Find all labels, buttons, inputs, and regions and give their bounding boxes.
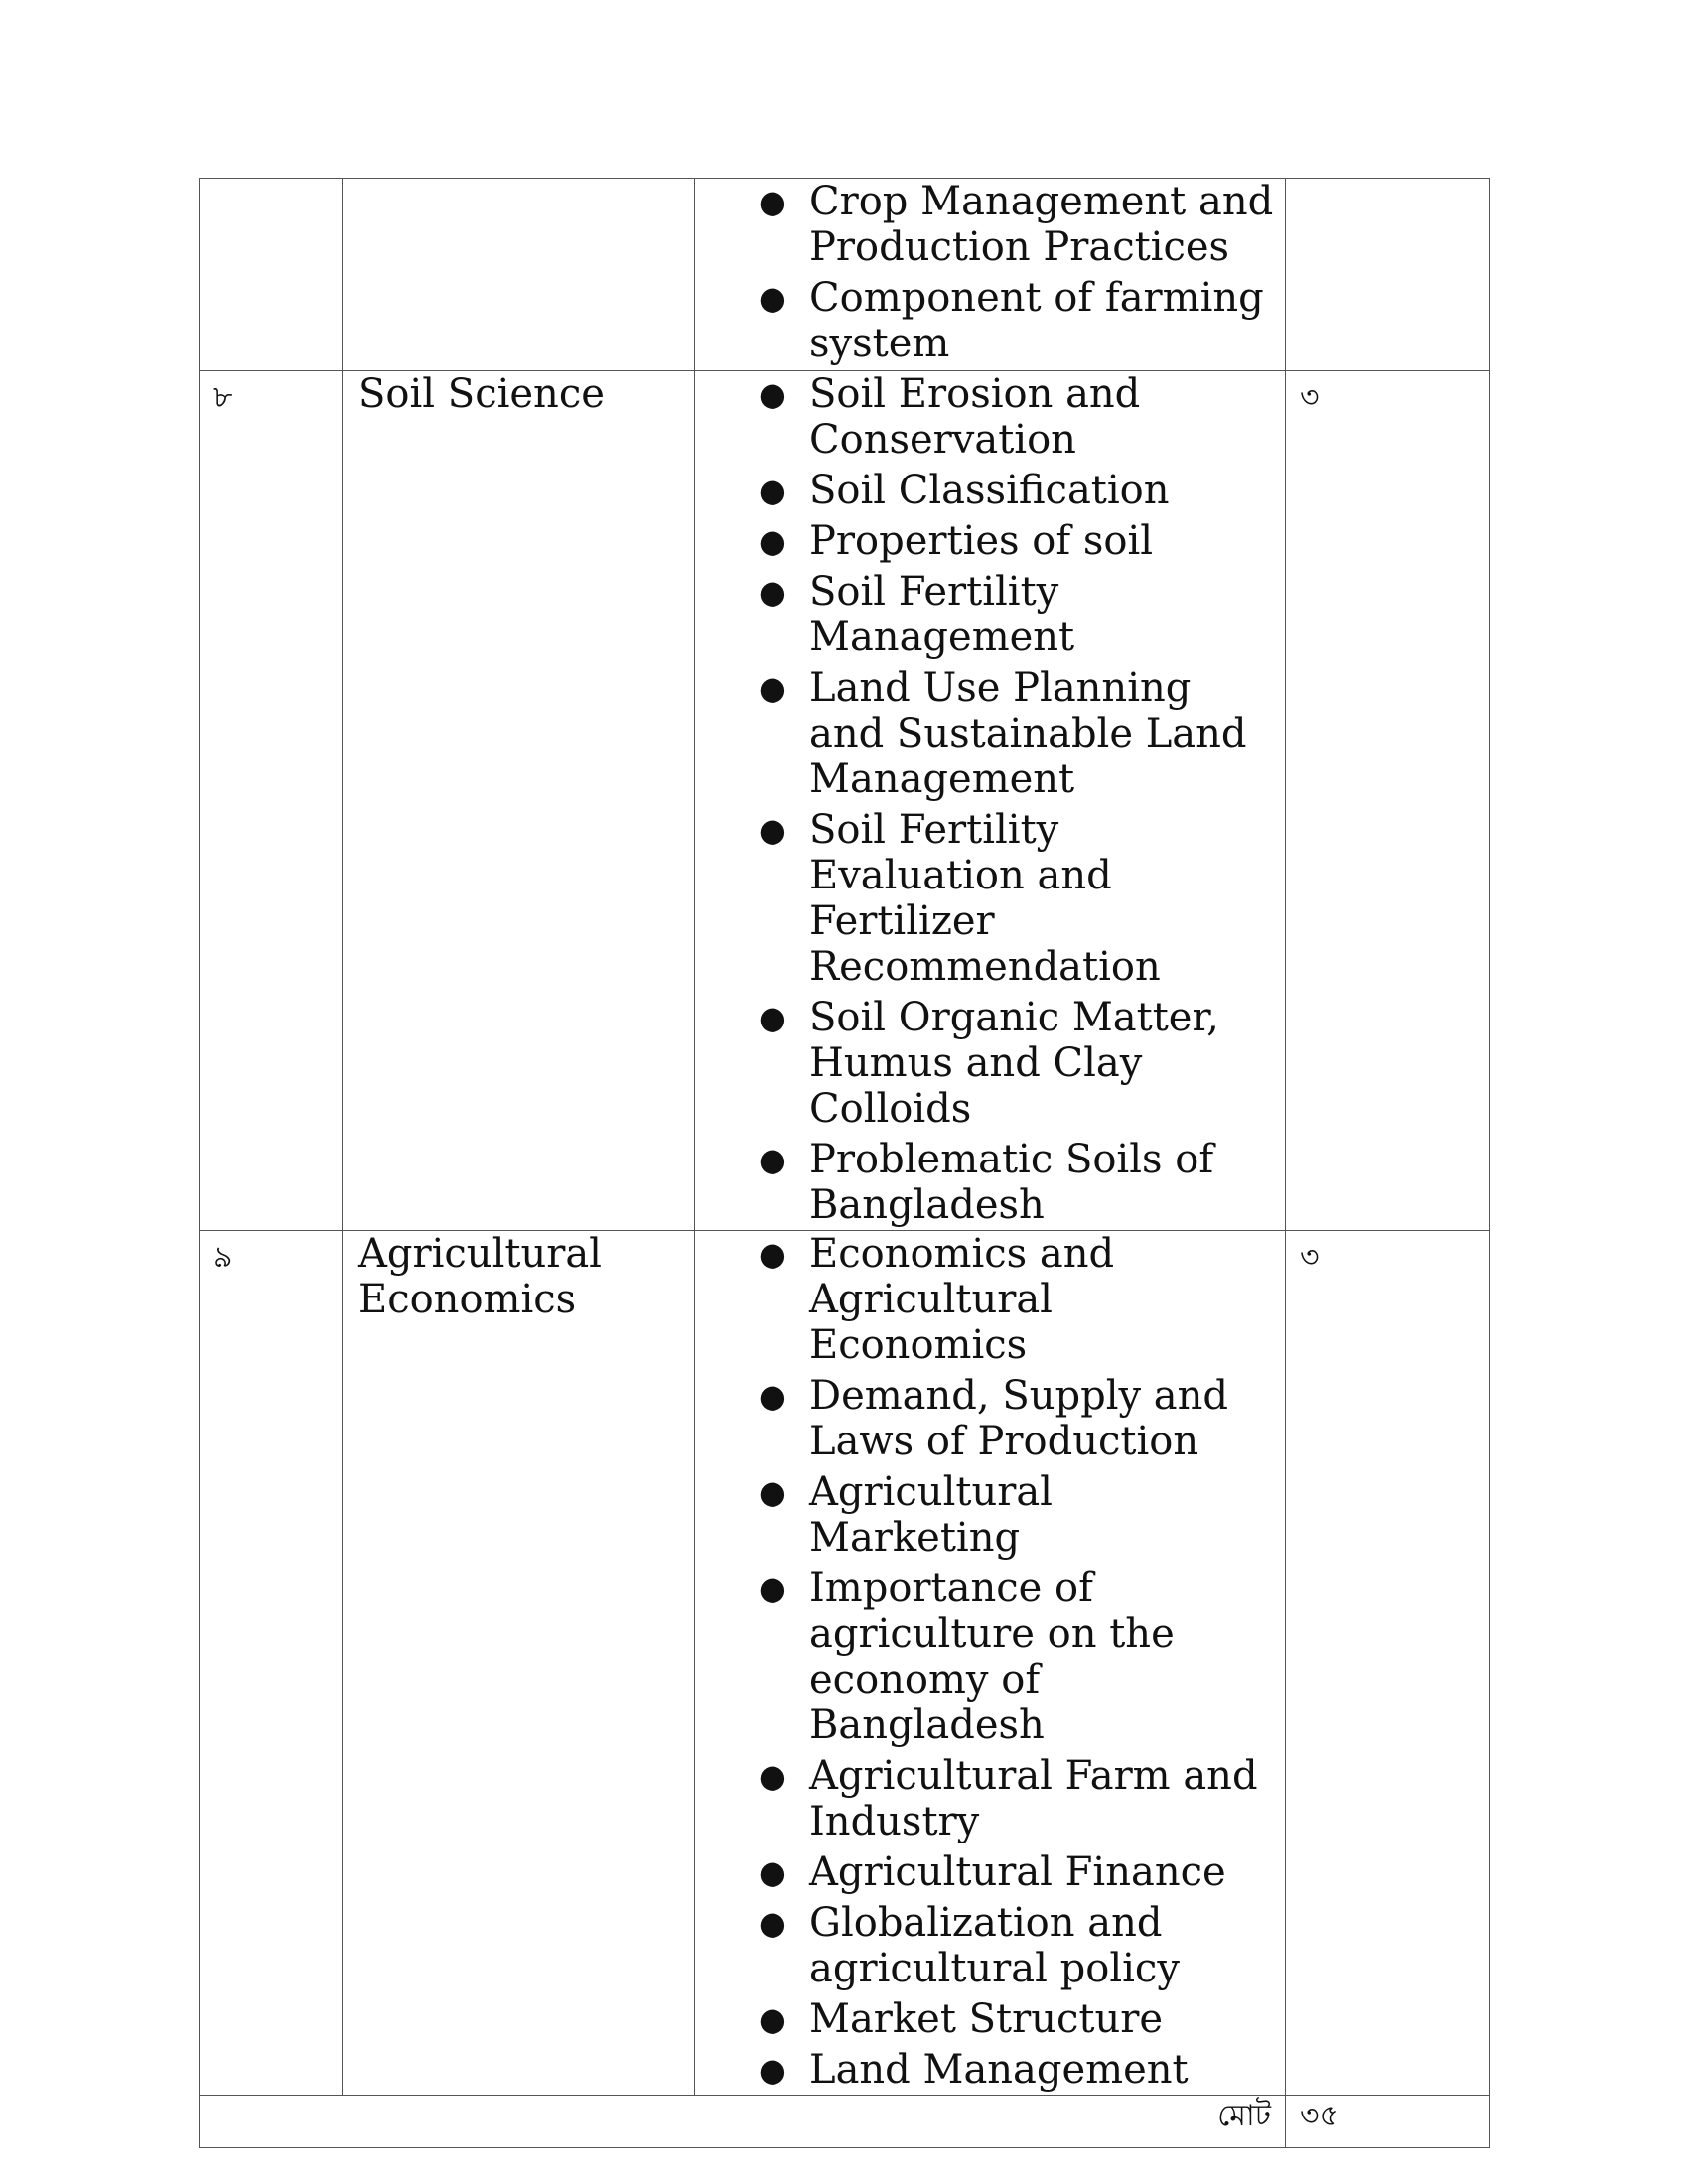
total-row: [200, 2096, 1490, 2148]
topics-cell: [695, 1231, 1286, 2096]
topic-text: Importance of agriculture on the economy of Bangladesh: [809, 1566, 1175, 1748]
list-item: [695, 665, 1285, 802]
topic-text: Component of farming system: [809, 275, 1264, 366]
list-item: [695, 468, 1285, 513]
topic-text: Properties of soil: [809, 518, 1154, 564]
bullet-icon: ●: [759, 1141, 786, 1178]
bullet-icon: ●: [759, 279, 786, 317]
bullet-icon: ●: [759, 1235, 786, 1273]
bullet-icon: ●: [759, 2051, 786, 2089]
bullet-icon: ●: [759, 1473, 786, 1511]
bullet-icon: ●: [759, 573, 786, 611]
list-item: [695, 1137, 1285, 1228]
bullet-icon: ●: [759, 1570, 786, 1607]
topic-text: Soil Fertility Evaluation and Fertilizer Recommendation: [809, 807, 1161, 990]
list-item: [695, 995, 1285, 1132]
total-label: মোট: [1217, 2099, 1271, 2133]
syllabus-table-body: [200, 179, 1490, 2148]
topic-text: Problematic Soils of Bangladesh: [809, 1137, 1214, 1228]
topic-text: Soil Organic Matter, Humus and Clay Colloids: [809, 995, 1219, 1132]
topics-cell: [695, 179, 1286, 371]
list-item: [695, 2047, 1285, 2093]
bullet-icon: ●: [759, 183, 786, 220]
topic-list: [695, 1231, 1285, 2095]
topic-list: [695, 371, 1285, 1230]
bullet-icon: ●: [759, 1757, 786, 1795]
table-row: [200, 1231, 1490, 2096]
total-value: ৩৫: [1300, 2099, 1338, 2133]
list-item: [695, 275, 1285, 366]
subject-name-line: Economics: [358, 1277, 577, 1322]
bullet-icon: ●: [759, 472, 786, 509]
marks-cell: [1286, 371, 1490, 1231]
topics-cell: [695, 371, 1286, 1231]
list-item: [695, 1566, 1285, 1748]
list-item: [695, 1849, 1285, 1895]
list-item: [695, 179, 1285, 270]
total-value-cell: [1286, 2096, 1490, 2148]
bullet-icon: ●: [759, 999, 786, 1036]
topic-text: Agricultural Marketing: [809, 1469, 1053, 1561]
bullet-icon: ●: [759, 375, 786, 413]
topic-text: Soil Classification: [809, 468, 1170, 513]
list-item: [695, 1900, 1285, 1991]
bullet-icon: ●: [759, 522, 786, 560]
subject-name-line: Agricultural: [358, 1231, 602, 1277]
topic-text: Globalization and agricultural policy: [809, 1900, 1180, 1991]
subject-cell: [343, 1231, 695, 2096]
list-item: [695, 569, 1285, 660]
topic-text: Land Management: [809, 2047, 1189, 2093]
table-row: [200, 371, 1490, 1231]
bullet-icon: ●: [759, 669, 786, 707]
topic-text: Agricultural Finance: [809, 1849, 1226, 1895]
subject-cell: [343, 371, 695, 1231]
list-item: [695, 1231, 1285, 1368]
list-item: [695, 371, 1285, 463]
list-item: [695, 1469, 1285, 1561]
list-item: [695, 518, 1285, 564]
bullet-icon: ●: [759, 2000, 786, 2038]
list-item: [695, 1753, 1285, 1844]
row-number: ৯: [213, 1240, 233, 1275]
row-number-cell: [200, 179, 343, 371]
topic-list: [695, 179, 1285, 368]
list-item: [695, 1996, 1285, 2042]
topic-text: Soil Fertility Management: [809, 569, 1075, 660]
row-number-cell: [200, 1231, 343, 2096]
topic-text: Crop Management and Production Practices: [809, 179, 1274, 270]
row-number: ৮: [213, 380, 233, 415]
topic-text: Market Structure: [809, 1996, 1164, 2042]
topic-text: Economics and Agricultural Economics: [809, 1231, 1115, 1368]
bullet-icon: ●: [759, 1377, 786, 1415]
syllabus-table: [199, 178, 1490, 2148]
bullet-icon: ●: [759, 811, 786, 849]
list-item: [695, 807, 1285, 990]
topic-text: Land Use Planning and Sustainable Land Management: [809, 665, 1247, 802]
topic-text: Soil Erosion and Conservation: [809, 371, 1141, 463]
subject-cell: [343, 179, 695, 371]
list-item: [695, 1373, 1285, 1464]
topic-text: Agricultural Farm and Industry: [809, 1753, 1258, 1844]
row-number-cell: [200, 371, 343, 1231]
marks-cell: [1286, 1231, 1490, 2096]
marks-value: ৩: [1300, 380, 1320, 415]
bullet-icon: ●: [759, 1853, 786, 1891]
topic-text: Demand, Supply and Laws of Production: [809, 1373, 1229, 1464]
table-row: [200, 179, 1490, 371]
total-label-cell: [200, 2096, 1286, 2148]
subject-name: Soil Science: [358, 371, 605, 417]
bullet-icon: ●: [759, 1904, 786, 1942]
marks-cell: [1286, 179, 1490, 371]
marks-value: ৩: [1300, 1240, 1320, 1275]
